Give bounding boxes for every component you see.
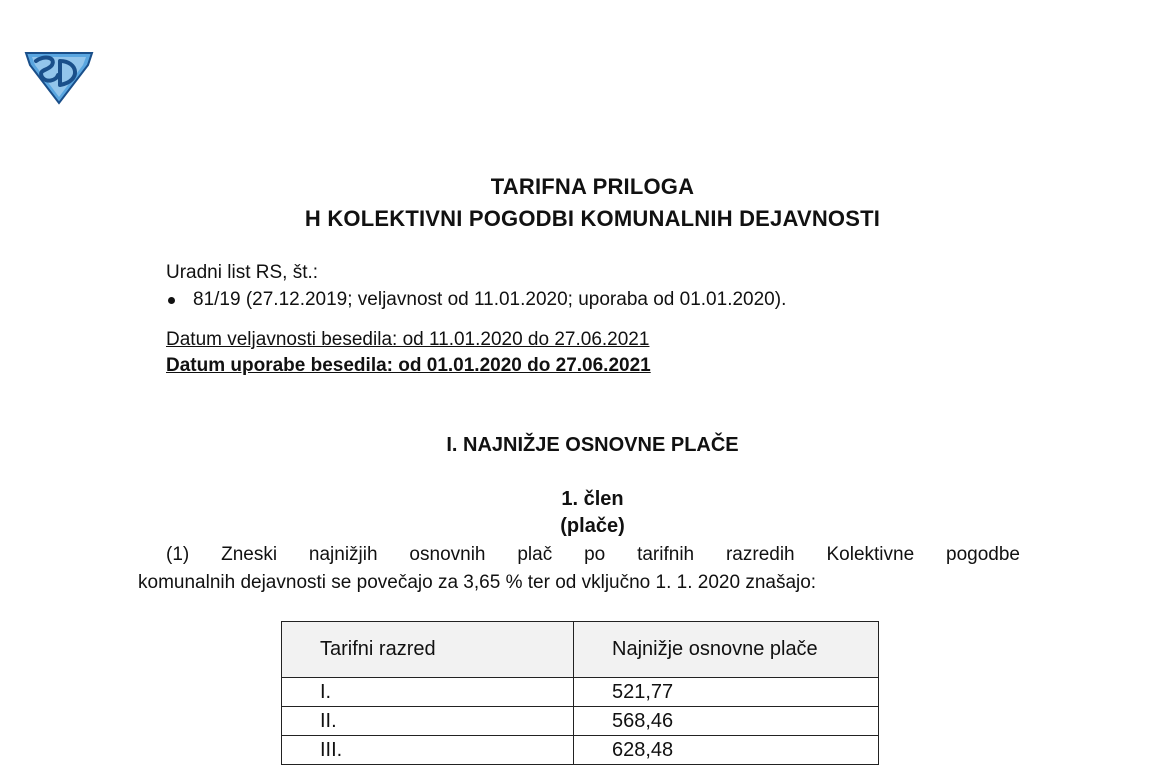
column-header: Najnižje osnovne plače [574,622,879,678]
application-date: Datum uporabe besedila: od 01.01.2020 do 27.06.2021 [166,355,651,376]
wage-cell: 628,48 [574,736,879,765]
document-title-line2: H KOLEKTIVNI POGODBI KOMUNALNIH DEJAVNOSTI [304,206,881,231]
article-title: (plače) [560,515,625,537]
section-heading: I. NAJNIŽJE OSNOVNE PLAČE [446,434,739,456]
wage-cell: 568,46 [574,707,879,736]
logo-shield-icon [22,47,96,105]
publisher-logo [22,47,96,105]
table-row [282,736,879,765]
wage-table [281,621,879,765]
article-paragraph [138,541,1020,597]
tariff-class-cell: I. [282,678,574,707]
gazette-label: Uradni list RS, št.: [166,262,319,283]
bullet-icon [168,297,175,304]
tariff-class-cell: II. [282,707,574,736]
table-row [282,707,879,736]
paragraph-line-1: (1) Zneski najnižjih osnovnih plač po tarifnih razredih Kolektivne pogodbe [166,544,1020,565]
document-title-line1: TARIFNA PRILOGA [490,174,695,199]
validity-date: Datum veljavnosti besedila: od 11.01.2020 do 27.06.2021 [166,329,650,350]
gazette-entry [166,289,786,311]
tariff-class-cell: III. [282,736,574,765]
paragraph-line-2: komunalnih dejavnosti se povečajo za 3,65 % ter od vključno 1. 1. 2020 znašajo: [138,572,817,593]
table-header-row [282,622,879,678]
article-number: 1. člen [561,488,624,510]
column-header: Tarifni razred [282,622,574,678]
table-row [282,678,879,707]
gazette-entry-text: 81/19 (27.12.2019; veljavnost od 11.01.2020; uporaba od 01.01.2020). [193,289,787,310]
wage-cell: 521,77 [574,678,879,707]
